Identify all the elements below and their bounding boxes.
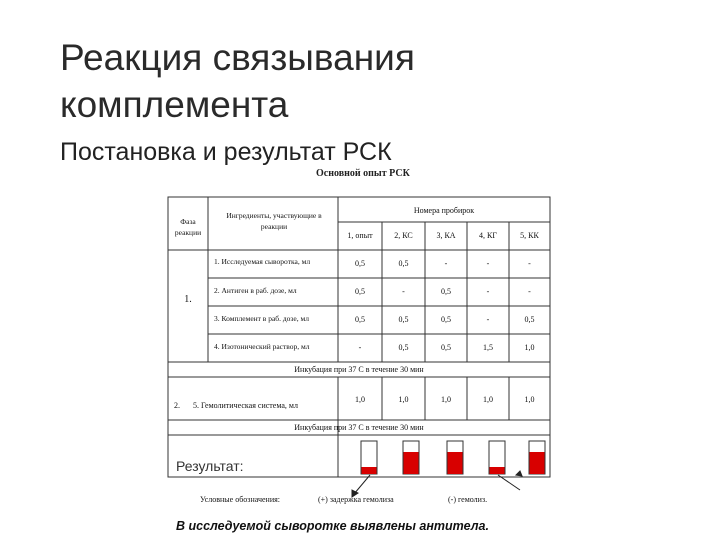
- phase-2-value: 1,0: [398, 395, 409, 404]
- row-2-value: -: [402, 287, 405, 296]
- row-3-value: 0,5: [355, 315, 365, 324]
- row-3-label: 3. Комплемент в раб. дозе, мл: [214, 314, 309, 323]
- conclusion-note: В исследуемой сыворотке выявлены антитела.: [176, 519, 489, 533]
- row-2-value: -: [528, 287, 531, 296]
- header-phase: Фаза реакции: [174, 217, 202, 237]
- tube-liquid-5: [530, 452, 545, 474]
- row-3-value: 0,5: [441, 315, 451, 324]
- row-3-value: 0,5: [524, 315, 535, 324]
- phase-2-value: 1,0: [441, 395, 451, 404]
- row-3-value: 0,5: [398, 315, 409, 324]
- phase-2-value: 1,0: [524, 395, 535, 404]
- header-tube-5: 5, КК: [520, 231, 539, 240]
- tube-liquid-1: [362, 467, 377, 474]
- slide-title: Реакция связывания комплемента: [60, 37, 415, 125]
- phase-1-label: 1.: [184, 294, 192, 305]
- row-3-value: -: [486, 315, 490, 324]
- header-tubes-group: Номера пробирок: [413, 206, 475, 215]
- header-tube-1: 1, опыт: [347, 231, 373, 240]
- row-2-value: -: [486, 287, 490, 296]
- legend-minus: (-) гемолиз.: [448, 495, 488, 504]
- row-1-value: 0,5: [398, 259, 409, 268]
- incubation-1: Инкубация при 37 С в течение 30 мин: [294, 365, 424, 374]
- row-2-label: 2. Антиген в раб. дозе, мл: [214, 286, 297, 295]
- legend-plus: (+) задержка гемолиза: [318, 495, 394, 504]
- header-tube-2: 2, КС: [394, 231, 413, 240]
- row-1-value: 0,5: [355, 259, 365, 268]
- legend-label: Условные обозначения:: [200, 495, 281, 504]
- tube-liquid-4: [490, 467, 505, 474]
- row-4-value: 0,5: [441, 343, 451, 352]
- row-1-value: -: [486, 259, 490, 268]
- row-1-value: -: [528, 259, 531, 268]
- result-label: Результат:: [176, 458, 244, 474]
- arrow-plus: [354, 475, 370, 494]
- tube-liquid-3: [448, 452, 463, 474]
- table-caption: Основной опыт РСК: [316, 168, 410, 179]
- slide-subtitle: Постановка и результат РСК: [60, 138, 392, 166]
- row-2-value: 0,5: [355, 287, 365, 296]
- row-4-value: 0,5: [398, 343, 409, 352]
- tube-liquid-2: [404, 452, 419, 474]
- row-1-value: -: [444, 259, 448, 268]
- header-tube-3: 3, КА: [436, 231, 456, 240]
- phase-2-label: 2.: [174, 401, 180, 410]
- row-4-value: 1,5: [483, 343, 493, 352]
- row-4-label: 4. Изотонический раствор, мл: [214, 342, 310, 351]
- incubation-2: Инкубация при 37 С в течение 30 мин: [294, 423, 424, 432]
- row-2-value: 0,5: [441, 287, 451, 296]
- header-tube-4: 4, КГ: [479, 231, 497, 240]
- phase-2-row-label: 5. Гемолитическая система, мл: [193, 401, 298, 410]
- row-1-label: 1. Исследуемая сыворотка, мл: [214, 257, 311, 266]
- header-ingredients: Ингредиенты, участвующие в реакции: [226, 211, 322, 231]
- row-4-value: 1,0: [524, 343, 535, 352]
- phase-2-value: 1,0: [483, 395, 493, 404]
- phase-2-value: 1,0: [355, 395, 365, 404]
- row-4-value: -: [358, 343, 362, 352]
- result-tubes: [361, 441, 545, 474]
